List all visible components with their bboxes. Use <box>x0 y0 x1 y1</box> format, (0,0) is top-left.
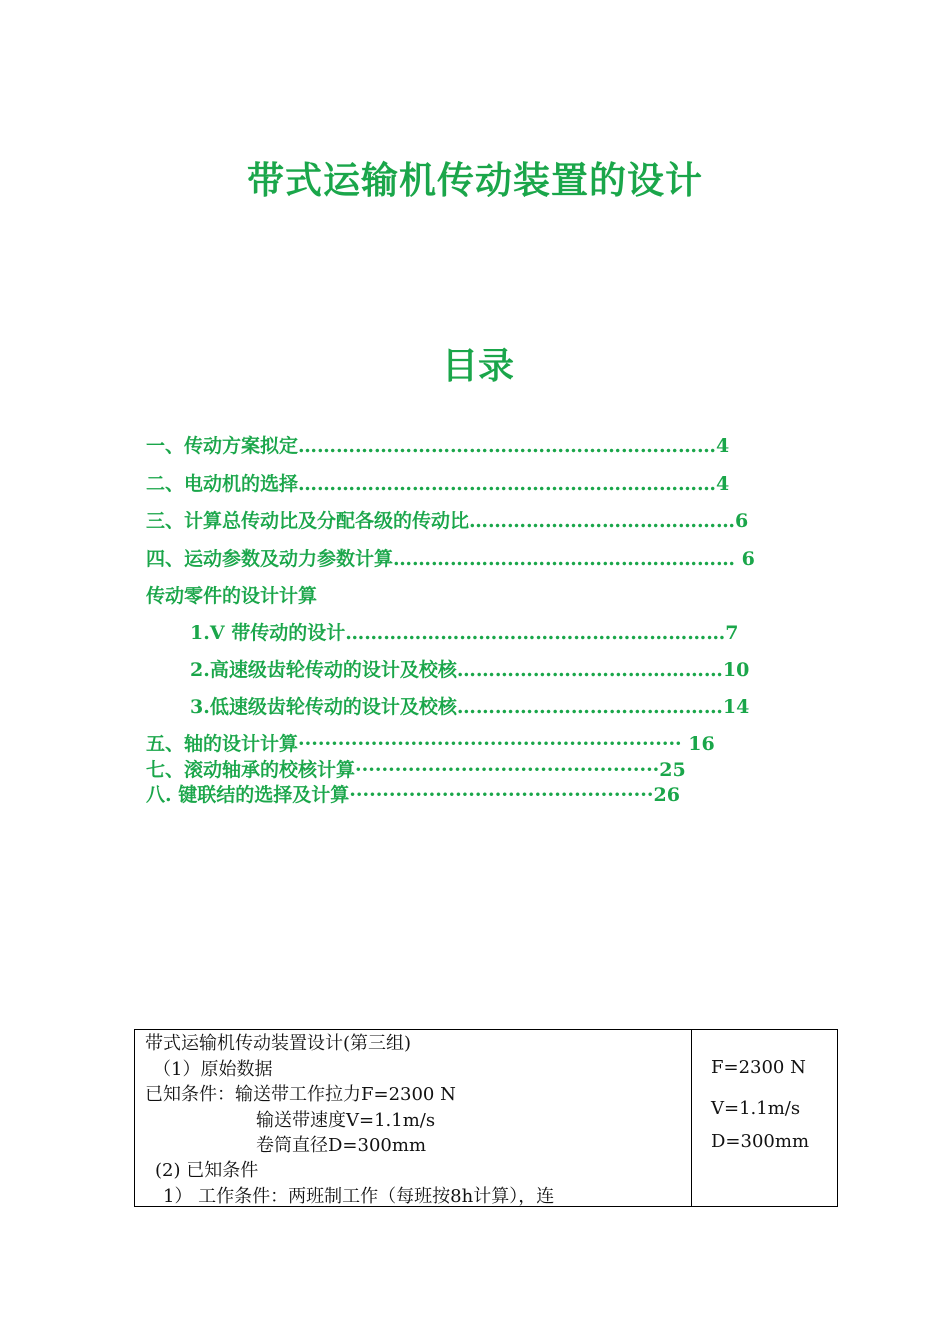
toc-entry[interactable] <box>146 509 748 533</box>
toc-entry-text: 八. 键联结的选择及计算 <box>146 784 350 806</box>
toc-entry-leader: …………………………………… <box>469 510 736 532</box>
toc-entry-page: 4 <box>716 435 730 457</box>
spec-line: (2) 已知条件 <box>155 1160 259 1181</box>
spec-line: 输送带速度V=1.1m/s <box>256 1110 436 1131</box>
toc-entry-leader: …………………………………… <box>456 659 723 681</box>
toc-entry-leader: ……………………………………………… <box>393 548 736 570</box>
toc-entry[interactable] <box>190 621 738 645</box>
toc-entry-leader: ·························································· <box>298 733 682 755</box>
toc-heading: 目录 <box>441 346 514 387</box>
table-divider <box>691 1030 692 1207</box>
toc-entry-text: 一、传动方案拟定 <box>146 435 299 457</box>
toc-entry-text: 五、轴的设计计算 <box>146 733 299 755</box>
spec-table <box>134 1029 838 1207</box>
toc-entry-text: 2.高速级齿轮传动的设计及校核 <box>190 659 457 681</box>
toc-entry-page: 10 <box>722 659 750 681</box>
spec-line: 带式运输机传动装置设计(第三组) <box>145 1033 412 1054</box>
spec-value: F=2300 N <box>711 1057 806 1078</box>
toc-entry-text: 二、电动机的选择 <box>146 473 299 495</box>
toc-entry[interactable] <box>190 658 749 682</box>
toc-entry-text: 七、滚动轴承的校核计算 <box>146 759 356 781</box>
toc-entry-text: 传动零件的设计计算 <box>146 585 318 607</box>
spec-value: D=300mm <box>711 1131 810 1152</box>
toc-entry-page: 14 <box>722 696 750 718</box>
toc-entry-page: 4 <box>716 473 730 495</box>
document-title: 带式运输机传动装置的设计 <box>247 159 703 202</box>
spec-line: 已知条件：输送带工作拉力F=2300 N <box>145 1084 456 1105</box>
toc-entry-page: 6 <box>735 510 749 532</box>
spec-line: 卷筒直径D=300mm <box>256 1135 427 1156</box>
toc-entry[interactable] <box>146 472 729 496</box>
toc-entry-leader: ·············································· <box>355 759 660 781</box>
toc-entry[interactable] <box>146 783 680 807</box>
toc-entry-leader: …………………………………………………… <box>345 622 726 644</box>
toc-entry[interactable] <box>146 732 715 756</box>
toc-entry-page: 26 <box>653 784 680 806</box>
toc-entry-text: 1.V 带传动的设计 <box>190 622 346 644</box>
toc-entry[interactable] <box>146 758 686 782</box>
toc-entry-leader: ………………………………………………………… <box>298 473 717 495</box>
toc-entry-text: 三、计算总传动比及分配各级的传动比 <box>146 510 470 532</box>
toc-entry[interactable] <box>190 695 749 719</box>
toc-entry-page: 25 <box>659 759 686 781</box>
toc-entry-text: 3.低速级齿轮传动的设计及校核 <box>190 696 457 718</box>
toc-entry[interactable] <box>146 434 729 458</box>
toc-section-heading[interactable] <box>146 584 317 608</box>
toc-entry-leader: ………………………………………………………… <box>298 435 717 457</box>
spec-line: 1） 工作条件：两班制工作（每班按8h计算），连 <box>163 1186 555 1207</box>
toc-entry[interactable] <box>146 547 755 571</box>
spec-value: V=1.1m/s <box>711 1098 801 1119</box>
spec-line: （1）原始数据 <box>153 1059 273 1080</box>
toc-entry-page: 7 <box>725 622 739 644</box>
toc-entry-text: 四、运动参数及动力参数计算 <box>146 548 394 570</box>
toc-entry-leader: ·············································· <box>349 784 654 806</box>
toc-entry-page: 16 <box>681 733 715 755</box>
toc-entry-leader: …………………………………… <box>456 696 723 718</box>
toc-entry-page: 6 <box>735 548 755 570</box>
